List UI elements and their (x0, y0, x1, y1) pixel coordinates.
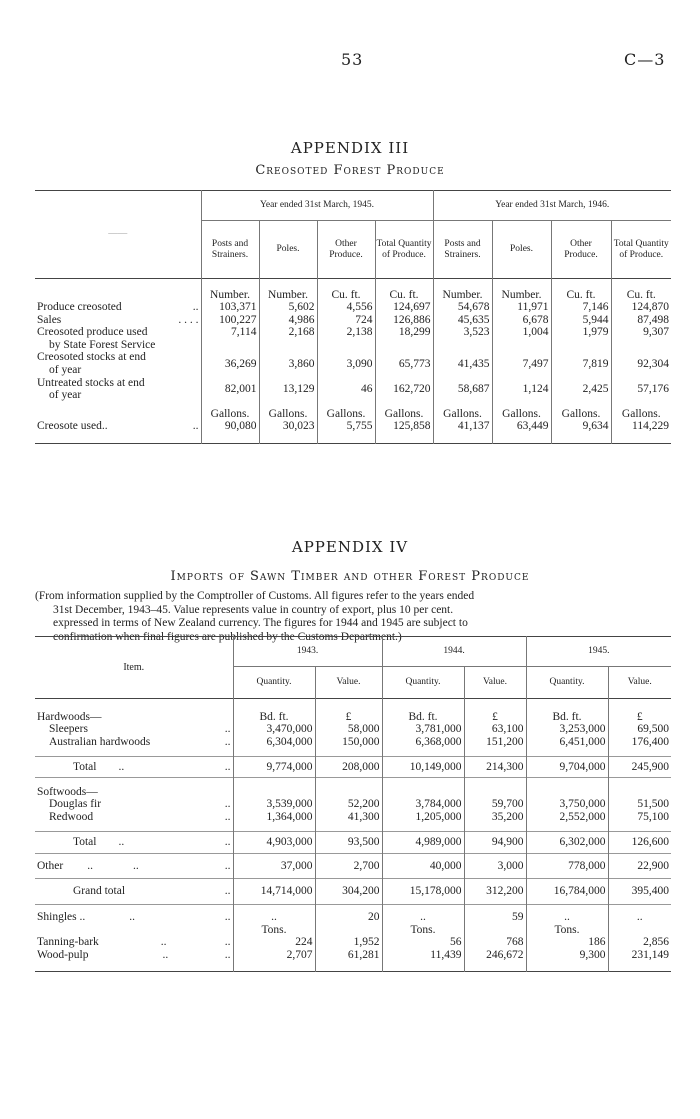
cell: 3,253,000 (526, 723, 608, 736)
cell: 94,900 (464, 832, 526, 854)
cell: 87,498 (611, 314, 671, 327)
leader-dots: .. (224, 798, 231, 811)
cell: .. (233, 904, 315, 923)
cell: 126,886 (375, 314, 433, 327)
cell: 9,307 (611, 326, 671, 351)
cell: 224 (233, 936, 315, 949)
year-header: 1944. (382, 637, 526, 667)
col-header: Total Quantity of Produce. (611, 221, 671, 279)
cell: 162,720 (375, 377, 433, 402)
cell: 724 (317, 314, 375, 327)
cell: 1,952 (315, 936, 382, 949)
unit-cell: Gallons. (317, 408, 375, 421)
cell: 41,137 (433, 420, 492, 443)
cell: 100,227 (201, 314, 259, 327)
cell: 9,634 (551, 420, 611, 443)
cell: 2,168 (259, 326, 317, 351)
row-label: Australian hardwoods (49, 735, 151, 748)
table-row (35, 351, 671, 376)
cell: .. (382, 904, 464, 923)
unit-cell: Number. (492, 289, 551, 302)
unit-cell: Bd. ft. (526, 711, 608, 724)
row-label: Sleepers (49, 723, 88, 736)
row-label: Creosote used.. (37, 420, 108, 433)
row-label-cont: by State Forest Service (49, 338, 156, 351)
cell: 9,300 (526, 949, 608, 972)
table-row (35, 798, 671, 811)
cell: 304,200 (315, 879, 382, 905)
table-row (35, 936, 671, 949)
unit-cell: Cu. ft. (611, 289, 671, 302)
row-label: Redwood (49, 811, 94, 824)
cell: 214,300 (464, 756, 526, 778)
year-1945-header: Year ended 31st March, 1945. (201, 191, 433, 221)
cell: 58,000 (315, 723, 382, 736)
stub-header: —— (108, 229, 128, 240)
year-header: 1945. (526, 637, 671, 667)
cell: 7,497 (492, 351, 551, 376)
unit-cell: Cu. ft. (551, 289, 611, 302)
col-header: Poles. (259, 221, 317, 279)
row-label: Creosoted produce used (37, 326, 148, 339)
section-code: C—3 (624, 50, 666, 69)
row-label: Shingles .. (37, 910, 86, 923)
cell: 3,860 (259, 351, 317, 376)
cell: 2,425 (551, 377, 611, 402)
table-row (35, 949, 671, 972)
unit-cell: £ (608, 711, 671, 724)
grand-total-row (35, 879, 671, 905)
table-row (35, 301, 671, 314)
cell: 93,500 (315, 832, 382, 854)
appendix-4-title: APPENDIX IV (291, 538, 409, 556)
unit-cell: Tons. (526, 924, 608, 937)
note-line: confirmation when final figures are published by the Customs Department.) (53, 630, 402, 643)
cell: 6,302,000 (526, 832, 608, 854)
cell: 7,819 (551, 351, 611, 376)
cell: 3,784,000 (382, 798, 464, 811)
cell: 114,229 (611, 420, 671, 443)
cell: 2,138 (317, 326, 375, 351)
unit-cell: Bd. ft. (233, 711, 315, 724)
unit-cell: Gallons. (375, 408, 433, 421)
cell: 395,400 (608, 879, 671, 905)
cell: 124,870 (611, 301, 671, 314)
cell: 6,451,000 (526, 736, 608, 749)
table-row (35, 377, 671, 402)
cell: 45,635 (433, 314, 492, 327)
unit-cell (608, 924, 671, 937)
qty-header: Quantity. (526, 667, 608, 699)
row-label: Douglas fir (49, 798, 102, 811)
cell: 1,004 (492, 326, 551, 351)
leader-dots: .. (224, 910, 231, 923)
cell: 3,000 (464, 853, 526, 879)
cell: 16,784,000 (526, 879, 608, 905)
leader-dots: .. (162, 948, 169, 961)
creosoted-produce-table (35, 190, 671, 444)
val-header: Value. (464, 667, 526, 699)
cell: 57,176 (611, 377, 671, 402)
appendix-3-subtitle: Creosoted Forest Produce (255, 163, 445, 178)
cell: 3,470,000 (233, 723, 315, 736)
table-row (35, 326, 671, 351)
leader-dots: .. (224, 885, 231, 898)
unit-cell: Number. (259, 289, 317, 302)
table-row (35, 811, 671, 824)
group-label: Softwoods— (37, 785, 98, 798)
cell: 7,114 (201, 326, 259, 351)
cell: 6,678 (492, 314, 551, 327)
cell: 3,090 (317, 351, 375, 376)
leader-dots: .. (224, 859, 231, 872)
cell: 2,552,000 (526, 811, 608, 824)
cell: 63,449 (492, 420, 551, 443)
note-line: (From information supplied by the Comptroller of Customs. All figures refer to the years ended (35, 590, 475, 602)
cell: 18,299 (375, 326, 433, 351)
cell: 15,178,000 (382, 879, 464, 905)
cell: 124,697 (375, 301, 433, 314)
cell: 41,300 (315, 811, 382, 824)
unit-cell: Number. (433, 289, 492, 302)
cell: 90,080 (201, 420, 259, 443)
table-row (35, 736, 671, 749)
cell: 245,900 (608, 756, 671, 778)
cell: 46 (317, 377, 375, 402)
group-label: Hardwoods— (37, 710, 102, 723)
cell: 52,200 (315, 798, 382, 811)
leader-dots: .. (192, 420, 199, 433)
units-row (35, 289, 671, 302)
leader-dots: . . . . (178, 313, 199, 326)
cell: 125,858 (375, 420, 433, 443)
row-label: Untreated stocks at end (37, 376, 145, 389)
leader-dots: .. (160, 936, 167, 949)
leader-dots: .. (129, 910, 135, 923)
cell: 54,678 (433, 301, 492, 314)
cell: 35,200 (464, 811, 526, 824)
cell: 75,100 (608, 811, 671, 824)
table-row (35, 420, 671, 443)
table-row (35, 314, 671, 327)
leader-dots: .. (118, 836, 125, 849)
cell: 36,269 (201, 351, 259, 376)
table-row (35, 904, 671, 923)
cell: 3,523 (433, 326, 492, 351)
cell: 22,900 (608, 853, 671, 879)
unit-cell: Gallons. (551, 408, 611, 421)
row-label: Tanning-bark (37, 936, 99, 949)
row-label: Sales (37, 313, 62, 326)
unit-cell (464, 924, 526, 937)
cell: 11,971 (492, 301, 551, 314)
cell: 4,986 (259, 314, 317, 327)
cell: 69,500 (608, 723, 671, 736)
unit-cell: Tons. (382, 924, 464, 937)
row-label: Wood-pulp (37, 948, 89, 961)
qty-header: Quantity. (233, 667, 315, 699)
cell: 768 (464, 936, 526, 949)
leader-dots: .. (224, 760, 231, 773)
cell: 3,539,000 (233, 798, 315, 811)
units-row (35, 924, 671, 937)
cell: .. (526, 904, 608, 923)
note-line: 31st December, 1943–45. Value represents value in country of export, plus 10 per cent. (53, 603, 454, 616)
table-row (35, 711, 671, 724)
cell: 2,707 (233, 949, 315, 972)
cell: 103,371 (201, 301, 259, 314)
cell: 11,439 (382, 949, 464, 972)
row-label: Total (73, 836, 97, 849)
col-header: Posts and Strainers. (201, 221, 259, 279)
cell: 9,704,000 (526, 756, 608, 778)
cell: 59,700 (464, 798, 526, 811)
qty-header: Quantity. (382, 667, 464, 699)
cell: 7,146 (551, 301, 611, 314)
cell: 208,000 (315, 756, 382, 778)
unit-cell: £ (315, 711, 382, 724)
cell: 1,124 (492, 377, 551, 402)
col-header: Poles. (492, 221, 551, 279)
table-row (35, 786, 671, 799)
leader-dots: .. (224, 735, 231, 748)
cell: 1,205,000 (382, 811, 464, 824)
cell: 151,200 (464, 736, 526, 749)
unit-cell: Cu. ft. (375, 289, 433, 302)
units-row (35, 408, 671, 421)
total-row (35, 756, 671, 778)
unit-cell: Gallons. (492, 408, 551, 421)
cell: 30,023 (259, 420, 317, 443)
total-row (35, 832, 671, 854)
imports-table (35, 636, 671, 972)
year-header: 1943. (233, 637, 382, 667)
cell: 10,149,000 (382, 756, 464, 778)
leader-dots: .. (87, 859, 93, 872)
row-label: Other (37, 859, 64, 872)
row-label: Produce creosoted (37, 301, 122, 314)
unit-cell: Gallons. (611, 408, 671, 421)
cell: 92,304 (611, 351, 671, 376)
cell: .. (608, 904, 671, 923)
leader-dots: .. (192, 301, 199, 314)
cell: 41,435 (433, 351, 492, 376)
cell: 778,000 (526, 853, 608, 879)
cell: 40,000 (382, 853, 464, 879)
page-number: 53 (341, 50, 364, 69)
note-line: expressed in terms of New Zealand currency. The figures for 1944 and 1945 are subject to (53, 617, 468, 629)
unit-cell: Bd. ft. (382, 711, 464, 724)
leader-dots: .. (224, 811, 231, 824)
row-label-cont: of year (49, 364, 82, 377)
cell: 5,944 (551, 314, 611, 327)
cell: 37,000 (233, 853, 315, 879)
leader-dots: .. (224, 723, 231, 736)
cell: 61,281 (315, 949, 382, 972)
cell: 59 (464, 904, 526, 923)
cell: 6,368,000 (382, 736, 464, 749)
cell: 2,856 (608, 936, 671, 949)
cell: 9,774,000 (233, 756, 315, 778)
cell: 246,672 (464, 949, 526, 972)
cell: 65,773 (375, 351, 433, 376)
cell: 14,714,000 (233, 879, 315, 905)
unit-cell (315, 924, 382, 937)
leader-dots: .. (118, 760, 125, 773)
unit-cell: Tons. (233, 924, 315, 937)
unit-cell: Gallons. (201, 408, 259, 421)
leader-dots: .. (224, 836, 231, 849)
cell: 5,755 (317, 420, 375, 443)
appendix-3-title: APPENDIX III (290, 139, 410, 157)
leader-dots: .. (224, 936, 231, 949)
cell: 13,129 (259, 377, 317, 402)
cell: 2,700 (315, 853, 382, 879)
cell: 1,979 (551, 326, 611, 351)
col-header: Total Quantity of Produce. (375, 221, 433, 279)
row-label-cont: of year (49, 389, 82, 402)
cell: 56 (382, 936, 464, 949)
appendix-4-subtitle: Imports of Sawn Timber and other Forest Produce (170, 569, 530, 584)
val-header: Value. (315, 667, 382, 699)
cell: 126,600 (608, 832, 671, 854)
leader-dots: .. (132, 859, 139, 872)
unit-cell: Gallons. (259, 408, 317, 421)
cell: 231,149 (608, 949, 671, 972)
cell: 3,781,000 (382, 723, 464, 736)
col-header: Other Produce. (551, 221, 611, 279)
val-header: Value. (608, 667, 671, 699)
cell: 4,903,000 (233, 832, 315, 854)
row-label: Grand total (73, 885, 126, 898)
cell: 186 (526, 936, 608, 949)
cell: 20 (315, 904, 382, 923)
year-1946-header: Year ended 31st March, 1946. (433, 191, 671, 221)
cell: 82,001 (201, 377, 259, 402)
cell: 4,989,000 (382, 832, 464, 854)
col-header: Posts and Strainers. (433, 221, 492, 279)
col-header: Other Produce. (317, 221, 375, 279)
cell: 51,500 (608, 798, 671, 811)
cell: 3,750,000 (526, 798, 608, 811)
leader-dots: .. (224, 948, 231, 961)
cell: 150,000 (315, 736, 382, 749)
cell: 58,687 (433, 377, 492, 402)
cell: 312,200 (464, 879, 526, 905)
unit-cell: Cu. ft. (317, 289, 375, 302)
unit-cell: £ (464, 711, 526, 724)
item-header: Item. (123, 662, 145, 673)
row-label: Total (73, 760, 97, 773)
table-row (35, 723, 671, 736)
cell: 63,100 (464, 723, 526, 736)
cell: 1,364,000 (233, 811, 315, 824)
cell: 6,304,000 (233, 736, 315, 749)
cell: 5,602 (259, 301, 317, 314)
row-label: Creosoted stocks at end (37, 351, 146, 364)
unit-cell: Number. (201, 289, 259, 302)
table-row (35, 853, 671, 879)
cell: 4,556 (317, 301, 375, 314)
cell: 176,400 (608, 736, 671, 749)
unit-cell: Gallons. (433, 408, 492, 421)
